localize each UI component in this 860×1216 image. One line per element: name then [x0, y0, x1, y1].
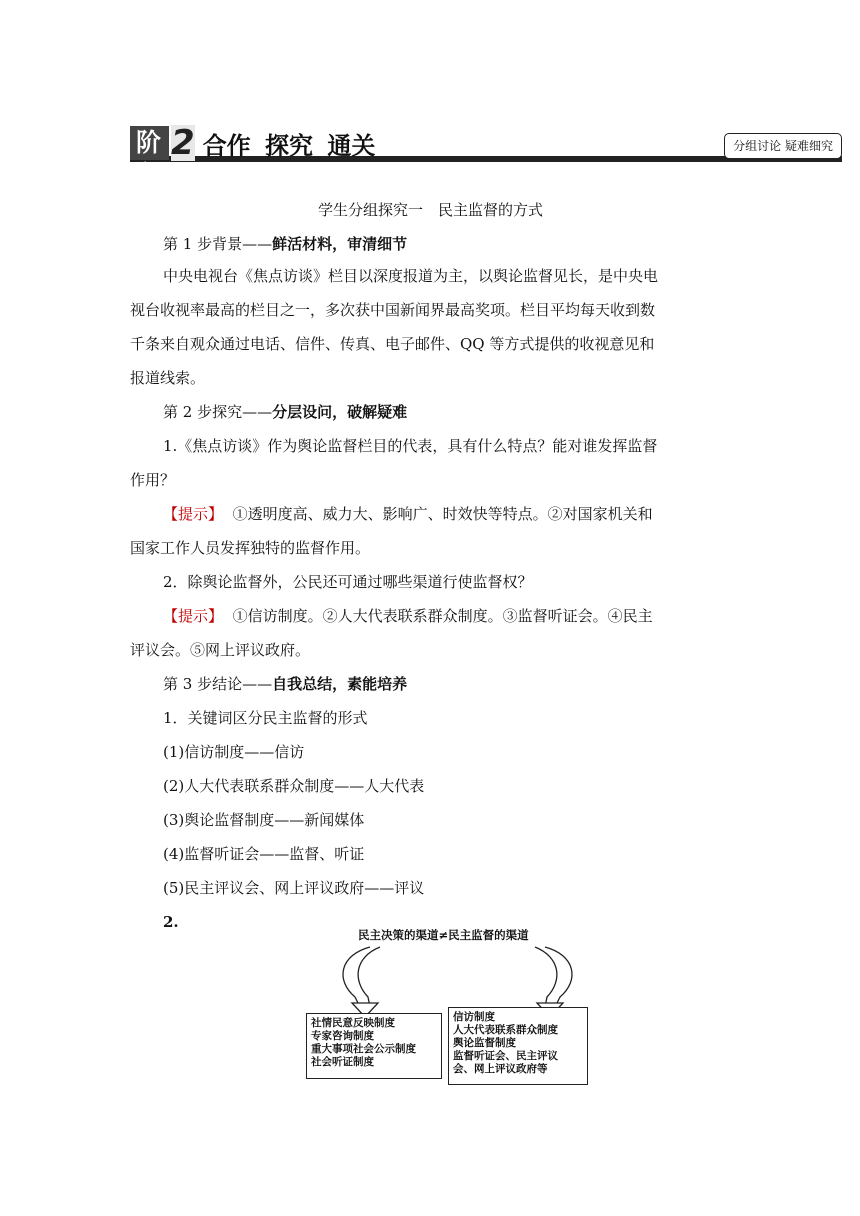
step2-heading: [163, 402, 407, 422]
conclusion-item: (3)舆论监督制度——新闻媒体: [163, 811, 365, 829]
stage-tag: 分组讨论 疑难细究: [724, 133, 842, 159]
stage-label: 阶段: [130, 126, 169, 160]
step3-heading-text: 自我总结，素能培养: [272, 675, 408, 693]
decision-channel: 社情民意反映制度: [311, 1017, 395, 1029]
step2-prefix: 第 2 步探究——: [163, 403, 273, 421]
conclusion-item: (1)信访制度——信访: [163, 743, 305, 761]
answer-2-line: 评议会。⑤网上评议政府。: [130, 641, 311, 659]
step1-heading-text: 鲜活材料，审清细节: [272, 235, 408, 253]
question-1-line: 1.《焦点访谈》作为舆论监督栏目的代表，具有什么特点？能对谁发挥监督: [163, 437, 658, 455]
answer-1-text: ①透明度高、威力大、影响广、时效快等特点。②对国家机关和: [232, 505, 653, 523]
conclusion-item: (4)监督听证会——监督、听证: [163, 845, 365, 863]
step1-prefix: 第 1 步背景——: [163, 235, 273, 253]
diagram-title: 民主决策的渠道≠民主监督的渠道: [358, 928, 529, 942]
hint-label: 【提示】: [163, 607, 224, 625]
conclusion-item: (2)人大代表联系群众制度——人大代表: [163, 777, 425, 795]
answer-2-text: ①信访制度。②人大代表联系群众制度。③监督听证会。④民主: [232, 607, 653, 625]
question-1-line: 作用？: [130, 471, 176, 489]
decision-channel: 社会听证制度: [311, 1056, 374, 1068]
answer-2-line: [163, 606, 653, 626]
step3-heading: [163, 674, 407, 694]
stage-banner: [130, 123, 842, 189]
answer-1-line: [163, 504, 653, 524]
section-title: 学生分组探究一 民主监督的方式: [318, 201, 544, 219]
hint-label: 【提示】: [163, 505, 224, 523]
decision-channel: 重大事项社会公示制度: [311, 1043, 416, 1055]
stage-header: [130, 123, 376, 189]
supervision-channel: 舆论监督制度: [453, 1037, 516, 1049]
conclusion-point-2: 2.: [163, 913, 179, 931]
right-arrow-inner: [535, 947, 557, 1007]
step1-heading: [163, 234, 407, 254]
decision-channels-box: [306, 1013, 442, 1079]
channels-diagram: [300, 925, 595, 1085]
supervision-channel: 人大代表联系群众制度: [453, 1024, 558, 1036]
step1-line: 视台收视率最高的栏目之一，多次获中国新闻界最高奖项。栏目平均每天收到数: [130, 301, 656, 319]
decision-channel: 专家咨询制度: [311, 1030, 374, 1042]
question-2: 2．除舆论监督外，公民还可通过哪些渠道行使监督权？: [163, 573, 533, 591]
supervision-channel: 会、网上评议政府等: [453, 1063, 548, 1075]
step2-heading-text: 分层设问，破解疑难: [272, 403, 408, 421]
supervision-channel: 监督听证会、民主评议: [453, 1050, 558, 1062]
conclusion-item: (5)民主评议会、网上评议政府——评议: [163, 879, 425, 897]
step1-line: 中央电视台《焦点访谈》栏目以深度报道为主，以舆论监督见长，是中央电: [163, 267, 659, 285]
stage-number: 2: [171, 123, 195, 163]
step1-line: 千条来自观众通过电话、信件、传真、电子邮件、QQ 等方式提供的收视意见和: [130, 335, 655, 353]
step3-prefix: 第 3 步结论——: [163, 675, 273, 693]
supervision-channel: 信访制度: [453, 1011, 495, 1023]
supervision-channels-box: [448, 1007, 588, 1085]
left-arrow-inner: [358, 947, 380, 1007]
step1-line: 报道线索。: [130, 369, 206, 387]
answer-1-line: 国家工作人员发挥独特的监督作用。: [130, 539, 371, 557]
stage-title: 合作 探究 通关: [202, 131, 376, 160]
conclusion-point-1: 1．关键词区分民主监督的形式: [163, 709, 368, 727]
